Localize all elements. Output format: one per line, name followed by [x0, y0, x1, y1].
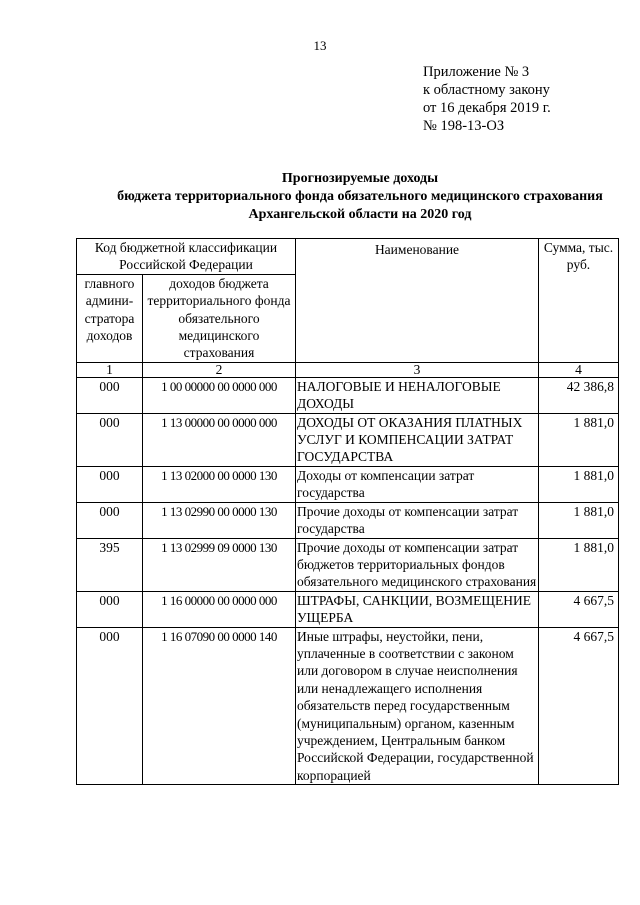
income-code-cell: 1 00 00000 00 0000 000 [143, 377, 296, 413]
column-number: 3 [296, 362, 539, 377]
table-row [77, 627, 619, 785]
page-number: 13 [313, 38, 327, 53]
title-line: Прогнозируемые доходы [281, 171, 439, 186]
appendix-line: № 198-13-ОЗ [423, 118, 505, 134]
income-name-cell: НАЛОГОВЫЕ И НЕНАЛОГОВЫЕ ДОХОДЫ [296, 377, 539, 413]
admin-code-cell: 000 [77, 502, 143, 538]
income-name-cell: Доходы от компенсации затрат государства [296, 466, 539, 502]
header-admin-code: главного админи- стратора доходов [77, 274, 143, 362]
admin-code-cell: 000 [77, 591, 143, 627]
appendix-line: Приложение № 3 [423, 64, 530, 80]
admin-code-cell: 395 [77, 538, 143, 591]
table-body [77, 377, 619, 784]
sum-cell: 42 386,8 [539, 377, 619, 413]
document-title [60, 170, 640, 224]
income-code-cell: 1 13 02000 00 0000 130 [143, 466, 296, 502]
income-name-cell: Иные штрафы, неустойки, пени, уплаченные в соответствии с законом или договором в случае неисполнения или ненадлежащего исполнения обязательств перед государственным (муниципальным) органом, казенным учреждением, Центральным банком Российской Федерации, государственной корпорацией [296, 627, 539, 785]
admin-code-cell: 000 [77, 413, 143, 466]
sum-cell: 4 667,5 [539, 591, 619, 627]
table-row [77, 413, 619, 466]
revenue-table [76, 238, 619, 785]
table-row [77, 377, 619, 413]
table-row [77, 538, 619, 591]
appendix-line: к областному закону [423, 82, 550, 98]
table-row [77, 591, 619, 627]
admin-code-cell: 000 [77, 466, 143, 502]
income-name-cell: Прочие доходы от компенсации затрат бюджетов территориальных фондов обязательного медицинского страхования [296, 538, 539, 591]
header-sum: Сумма, тыс. руб. [539, 239, 619, 363]
header-income-code: доходов бюджета территориального фонда обязательного медицинского страхования [143, 274, 296, 362]
income-code-cell: 1 16 07090 00 0000 140 [143, 627, 296, 785]
title-line: Архангельской области на 2020 год [248, 207, 472, 222]
income-code-cell: 1 13 02990 00 0000 130 [143, 502, 296, 538]
column-number: 2 [143, 362, 296, 377]
header-row [77, 239, 619, 275]
sum-cell: 1 881,0 [539, 413, 619, 466]
income-name-cell: ШТРАФЫ, САНКЦИИ, ВОЗМЕЩЕНИЕ УЩЕРБА [296, 591, 539, 627]
income-code-cell: 1 13 00000 00 0000 000 [143, 413, 296, 466]
appendix-line: от 16 декабря 2019 г. [423, 100, 551, 116]
sum-cell: 1 881,0 [539, 538, 619, 591]
admin-code-cell: 000 [77, 377, 143, 413]
title-line: бюджета территориального фонда обязательного медицинского страхования [117, 189, 603, 204]
column-number-row [77, 362, 619, 377]
header-name: Наименование [296, 239, 539, 363]
income-name-cell: Прочие доходы от компенсации затрат государства [296, 502, 539, 538]
admin-code-cell: 000 [77, 627, 143, 785]
appendix-reference [423, 63, 551, 135]
income-name-cell: ДОХОДЫ ОТ ОКАЗАНИЯ ПЛАТНЫХ УСЛУГ И КОМПЕНСАЦИИ ЗАТРАТ ГОСУДАРСТВА [296, 413, 539, 466]
table-row [77, 466, 619, 502]
header-code-group: Код бюджетной классификации Российской Федерации [77, 239, 296, 275]
sum-cell: 4 667,5 [539, 627, 619, 785]
income-code-cell: 1 16 00000 00 0000 000 [143, 591, 296, 627]
sum-cell: 1 881,0 [539, 502, 619, 538]
income-code-cell: 1 13 02999 09 0000 130 [143, 538, 296, 591]
column-number: 1 [77, 362, 143, 377]
column-number: 4 [539, 362, 619, 377]
sum-cell: 1 881,0 [539, 466, 619, 502]
table-row [77, 502, 619, 538]
